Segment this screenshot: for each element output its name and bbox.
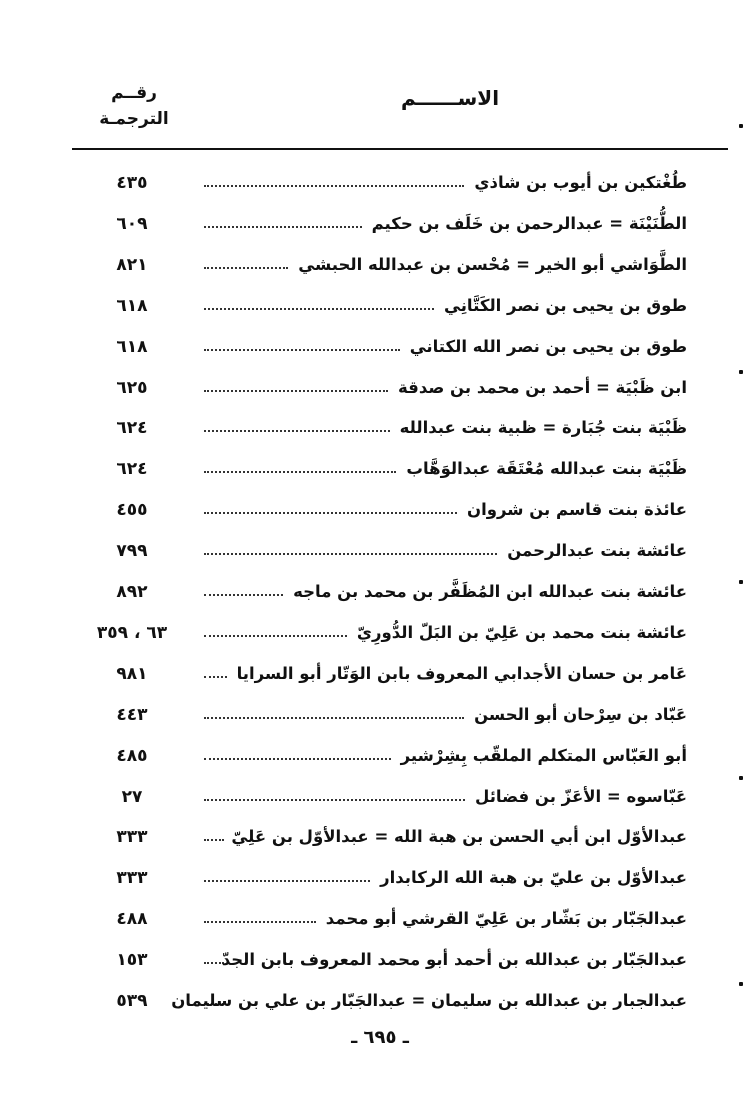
entry-name: عائذة بنت قاسم بن شروان bbox=[466, 500, 687, 520]
leader-dots bbox=[204, 185, 464, 187]
entry-number: ٤٨٥ bbox=[116, 745, 148, 766]
number-header-line2: الترجمـة bbox=[99, 109, 169, 129]
index-entry bbox=[0, 816, 745, 858]
index-entry bbox=[0, 530, 745, 572]
leader-dots bbox=[204, 308, 434, 310]
leader-dots bbox=[204, 430, 390, 432]
entry-number: ٣٣٣ bbox=[116, 827, 148, 848]
entry-name: عَامر بن حسان الأجدابي المعروف بابن الوَتّار أبو السرايا bbox=[236, 663, 687, 683]
entry-name: عبدالأوّل ابن أبي الحسن بن هبة الله = عبدالأوّل بن عَلِيّ bbox=[231, 827, 687, 847]
entry-number: ٦٢٤ bbox=[116, 459, 148, 480]
index-entry bbox=[0, 571, 745, 613]
name-column-header: الاســــــم bbox=[400, 86, 500, 110]
leader-dots bbox=[204, 799, 465, 801]
entry-number: ٦١٨ bbox=[116, 336, 148, 357]
entry-number: ٤٨٨ bbox=[116, 909, 148, 930]
leader-dots bbox=[204, 267, 288, 269]
entry-number: ٦٠٩ bbox=[116, 213, 148, 234]
margin-mark bbox=[739, 124, 743, 128]
header-rule bbox=[72, 148, 728, 150]
entry-name: عَبّاد بن سِرْحان أبو الحسن bbox=[474, 704, 687, 724]
leader-dots bbox=[204, 390, 388, 392]
entry-name: طوق بن يحيى بن نصر الكَتَّانِي bbox=[444, 295, 687, 315]
index-entry bbox=[0, 898, 745, 940]
index-entry bbox=[0, 285, 745, 327]
entry-name: عائشة بنت محمد بن عَلِيّ بن البَلّ الدُّورِيّ bbox=[356, 622, 687, 642]
entry-number: ٤٥٥ bbox=[116, 500, 148, 521]
entry-name: عَبّاسوه = الأعَزّ بن فضائل bbox=[474, 786, 687, 806]
index-entry bbox=[0, 857, 745, 899]
leader-dots bbox=[204, 758, 391, 760]
entry-number: ٩٨١ bbox=[116, 663, 148, 684]
index-entry bbox=[0, 203, 745, 245]
entry-number: ٢٧ bbox=[121, 786, 143, 807]
leader-dots bbox=[204, 349, 400, 351]
index-entry bbox=[0, 735, 745, 777]
leader-dots bbox=[204, 717, 464, 719]
leader-dots bbox=[204, 921, 316, 923]
entry-name: طوق بن يحيى بن نصر الله الكتاني bbox=[409, 336, 687, 356]
index-entry bbox=[0, 694, 745, 736]
index-entry bbox=[0, 980, 745, 1022]
leader-dots bbox=[204, 512, 457, 514]
entry-name: ابن ظَبْيَة = أحمد بن محمد بن صدقة bbox=[398, 377, 687, 397]
leader-dots bbox=[204, 553, 497, 555]
entry-number: ٤٤٣ bbox=[116, 704, 148, 725]
entry-name: ظَبْيَة بنت جُبَارة = ظبية بنت عبدالله bbox=[399, 418, 687, 438]
entry-name: طُغْتكين بن أيوب بن شاذي bbox=[474, 173, 687, 192]
number-column-header bbox=[92, 80, 176, 132]
leader-dots bbox=[204, 635, 347, 637]
index-entry bbox=[0, 776, 745, 818]
entry-number: ١٥٣ bbox=[116, 950, 148, 971]
entry-number: ٣٣٣ bbox=[116, 868, 148, 889]
leader-dots bbox=[204, 594, 283, 596]
entry-name: ظَبْيَة بنت عبدالله مُعْتَقَة عبدالوَهَّاب bbox=[406, 459, 687, 479]
index-entry bbox=[0, 162, 745, 204]
index-entry bbox=[0, 448, 745, 490]
index-entry bbox=[0, 326, 745, 368]
index-entry bbox=[0, 653, 745, 695]
leader-dots bbox=[204, 471, 396, 473]
entry-name: عبدالجَبّار بن عبدالله بن أحمد أبو محمد المعروف بابن الجدّ bbox=[221, 950, 687, 970]
entry-name: الطَّوَاشي أبو الخير = مُحْسن بن عبدالله الحبشي bbox=[298, 254, 687, 274]
leader-dots bbox=[204, 676, 227, 678]
entry-number: ٦٢٥ bbox=[116, 377, 148, 398]
entry-name: عبدالجَبّار بن بَشّار بن عَلِيّ القرشي أبو محمد bbox=[325, 909, 687, 929]
entry-number: ٦١٨ bbox=[116, 295, 148, 316]
number-header-line1: رقــم bbox=[111, 83, 157, 103]
index-entry bbox=[0, 367, 745, 409]
entry-name: عبدالأوّل بن عليّ بن هبة الله الركابدار bbox=[380, 868, 687, 888]
entry-number: ٧٩٩ bbox=[116, 541, 148, 562]
entry-number: ٥٣٩ bbox=[116, 991, 148, 1011]
entry-name: أبو العَبّاس المتكلم الملقّب بِشِرْشير bbox=[400, 745, 687, 765]
entry-number: ٦٣ ، ٣٥٩ bbox=[96, 622, 168, 643]
index-entry bbox=[0, 939, 745, 981]
leader-dots bbox=[204, 839, 224, 841]
entry-number: ٤٣٥ bbox=[116, 173, 148, 193]
index-entry bbox=[0, 244, 745, 286]
entry-name: الطُّنَيْنَة = عبدالرحمن بن خَلَف بن حكيم bbox=[371, 213, 687, 233]
index-entry bbox=[0, 612, 745, 654]
entry-number: ٨٢١ bbox=[116, 254, 148, 275]
leader-dots bbox=[204, 880, 370, 882]
entry-name: عائشة بنت عبدالرحمن bbox=[507, 541, 687, 561]
leader-dots bbox=[204, 226, 362, 228]
page-number: ـ ٦٩٥ ـ bbox=[351, 1027, 409, 1048]
entry-number: ٦٢٤ bbox=[116, 418, 148, 439]
entry-name: عبدالجبار بن عبدالله بن سليمان = عبدالجَبّار بن علي بن سليمان bbox=[171, 991, 687, 1010]
index-entry bbox=[0, 407, 745, 449]
entry-name: عائشة بنت عبدالله ابن المُظَفَّر بن محمد بن ماجه bbox=[293, 582, 687, 601]
entry-number: ٨٩٢ bbox=[116, 582, 148, 602]
index-entry bbox=[0, 489, 745, 531]
